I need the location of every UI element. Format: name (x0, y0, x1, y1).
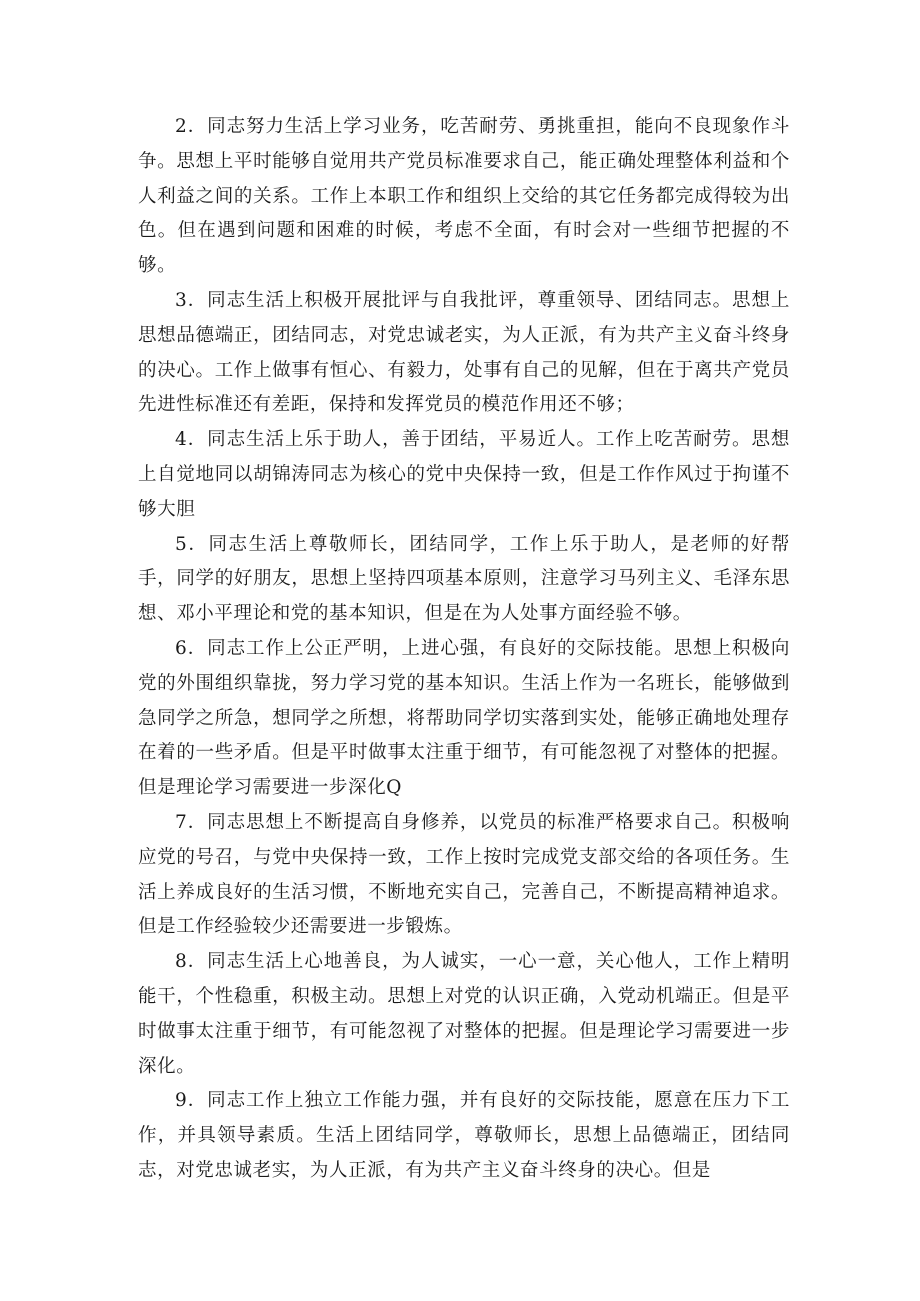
paragraph-8: 8．同志生活上心地善良，为人诚实，一心一意，关心他人，工作上精明能干，个性稳重，积极主动。思想上对党的认识正确，入党动机端正。但是平时做事太注重于细节，有可能忽视了对整体的把握。但是理论学习需要进一步深化。 (138, 951, 790, 1077)
paragraph-5: 5．同志生活上尊敬师长，团结同学，工作上乐于助人，是老师的好帮手，同学的好朋友，思想上坚持四项基本原则，注意学习马列主义、毛泽东思想、邓小平理论和党的基本知识，但是在为人处事方面经验不够。 (138, 533, 790, 625)
paragraph-7: 7．同志思想上不断提高自身修养，以党员的标准严格要求自己。积极响应党的号召，与党中央保持一致，工作上按时完成党支部交给的各项任务。生活上养成良好的生活习惯，不断地充实自己，完善自己，不断提高精神追求。但是工作经验较少还需要进一步锻炼。 (138, 811, 790, 938)
paragraph-9: 9．同志工作上独立工作能力强，并有良好的交际技能，愿意在压力下工作，并具领导素质。生活上团结同学，尊敬师长，思想上品德端正，团结同志，对党忠诚老实，为人正派，有为共产主义奋斗终身的决心。但是 (138, 1090, 790, 1181)
paragraph-2: 2．同志努力生活上学习业务，吃苦耐劳、勇挑重担，能向不良现象作斗争。思想上平时能够自觉用共产党员标准要求自己，能正确处理整体利益和个人利益之间的关系。工作上本职工作和组织上交给的其它任务都完成得较为出色。但在遇到问题和困难的时候，考虑不全面，有时会对一些细节把握的不够。 (138, 116, 790, 277)
paragraph-4: 4．同志生活上乐于助人，善于团结，平易近人。工作上吃苦耐劳。思想上自觉地同以胡锦涛同志为核心的党中央保持一致，但是工作作风过于拘谨不够大胆 (138, 429, 790, 520)
paragraph-3: 3．同志生活上积极开展批评与自我批评，尊重领导、团结同志。思想上思想品德端正，团结同志，对党忠诚老实，为人正派，有为共产主义奋斗终身的决心。工作上做事有恒心、有毅力，处事有自己的见解，但在于离共产党员先进性标准还有差距，保持和发挥党员的模范作用还不够； (138, 289, 790, 416)
paragraph-6: 6．同志工作上公正严明，上进心强，有良好的交际技能。思想上积极向党的外围组织靠拢，努力学习党的基本知识。生活上作为一名班长，能够做到急同学之所急，想同学之所想，将帮助同学切实落到实处，能够正确地处理存在着的一些矛盾。但是平时做事太注重于细节，有可能忽视了对整体的把握。但是理论学习需要进一步深化Q (138, 637, 790, 799)
document-body (138, 110, 790, 1189)
